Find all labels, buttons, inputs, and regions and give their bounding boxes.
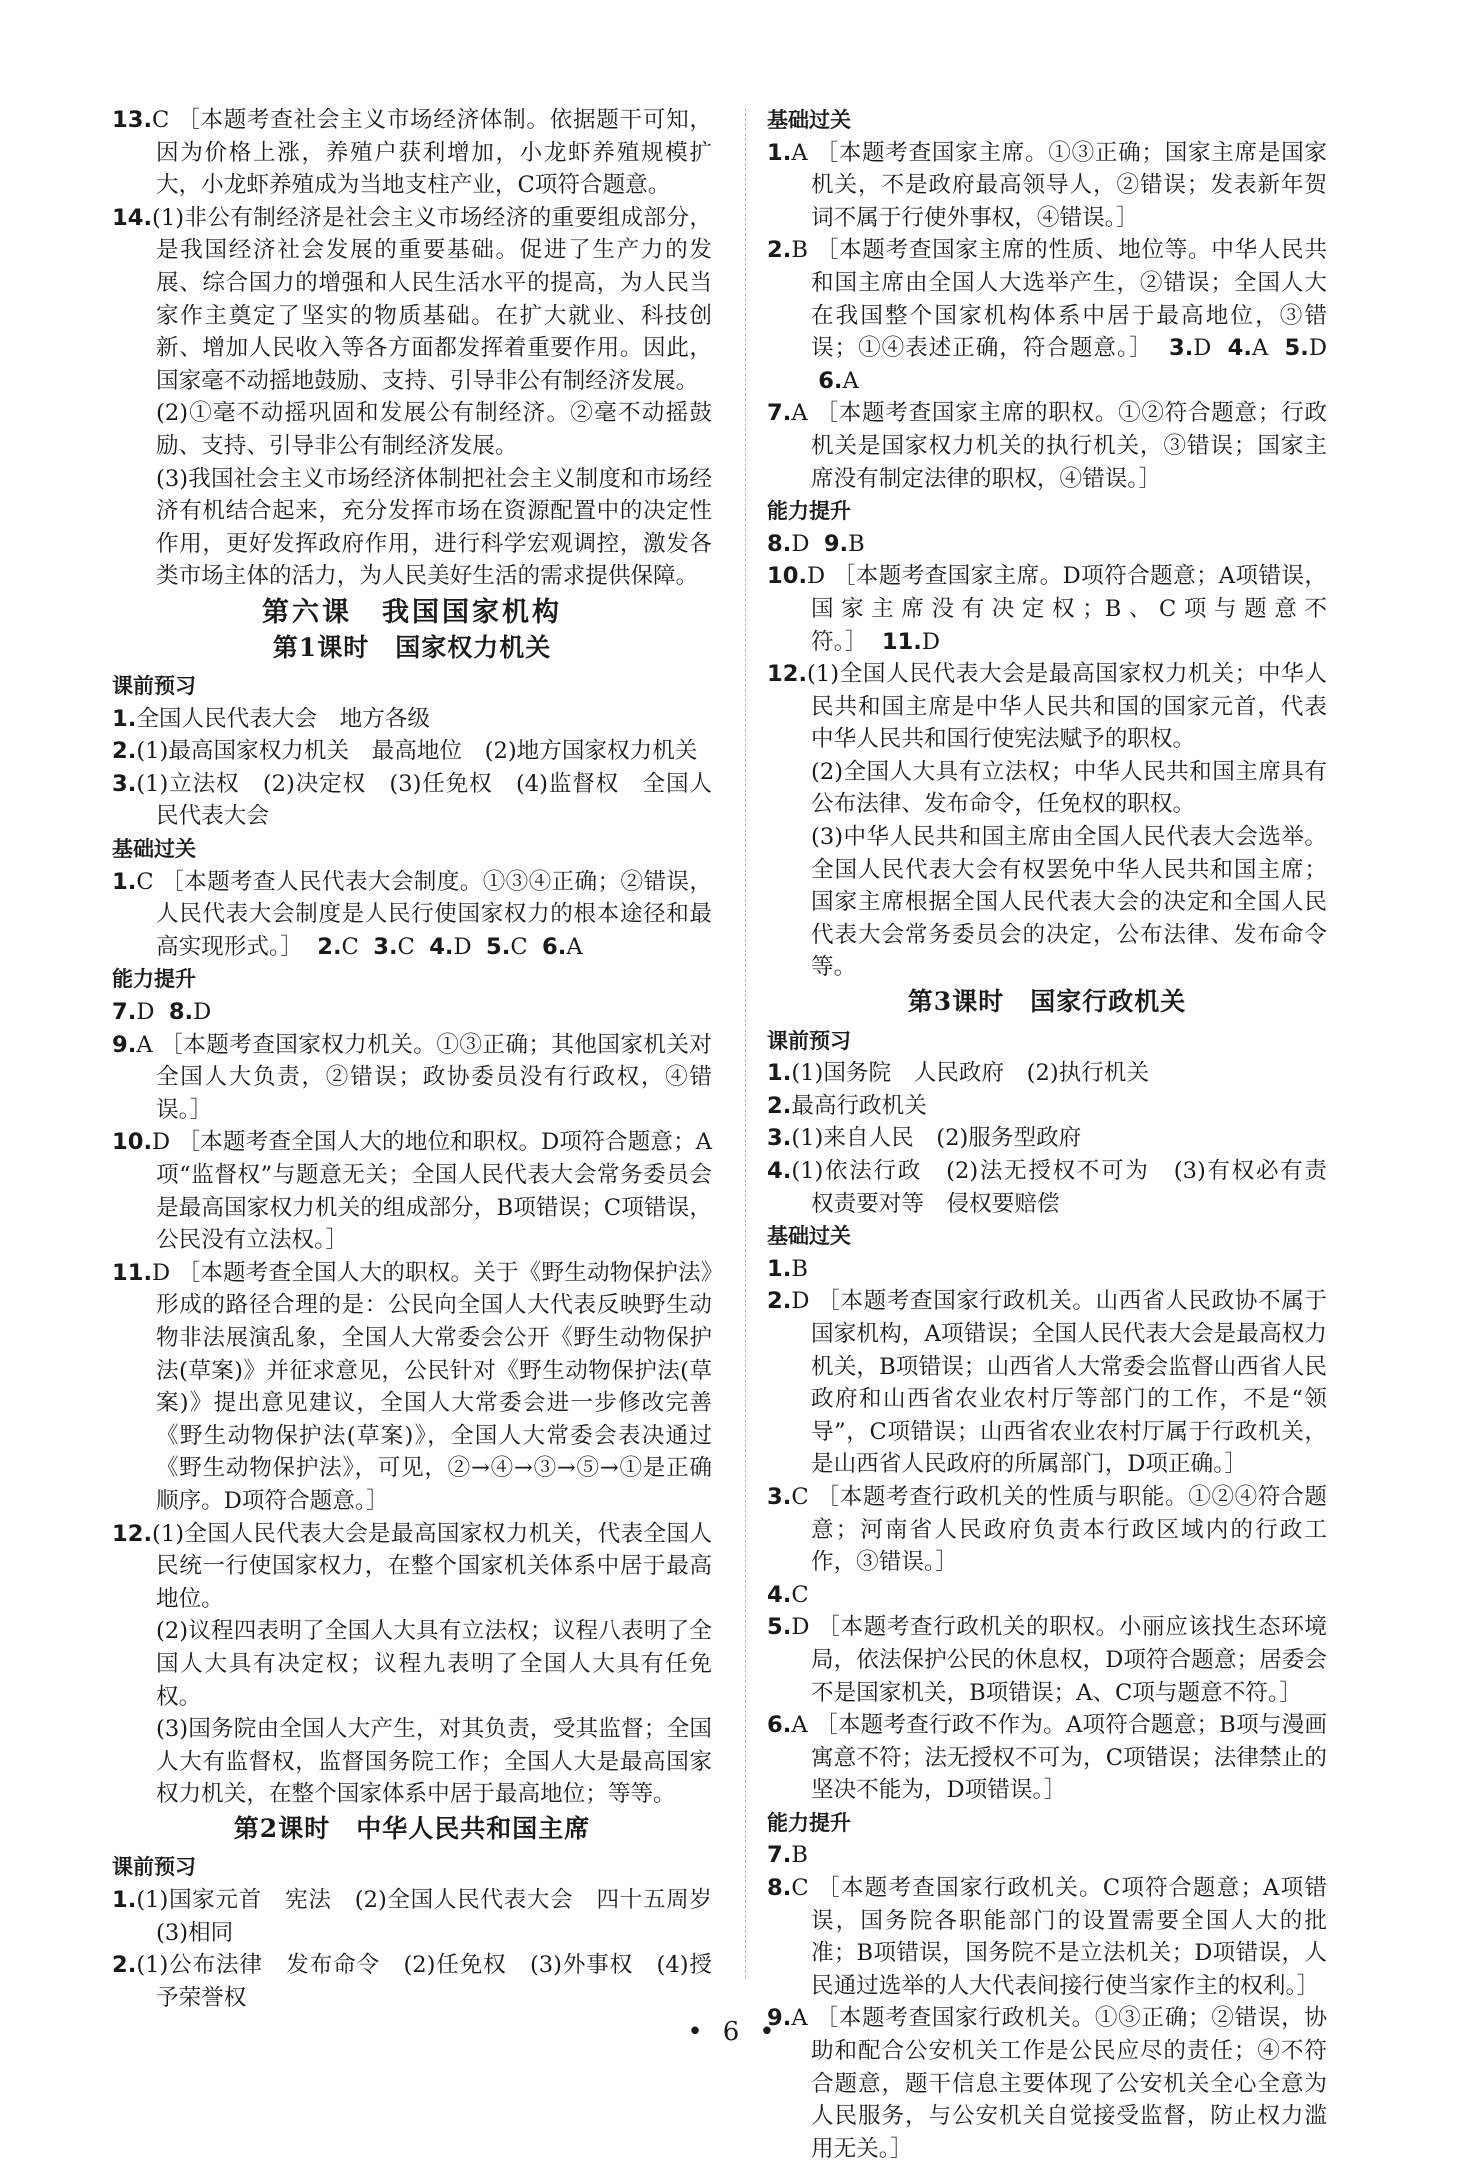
section-ability-2: 能力提升 [767,1810,851,1835]
section-ability: 能力提升 [112,967,196,992]
chapter-title: 第六课 我国国家机构 [262,596,562,628]
ability-answer-9: 9.A ［本题考查国家权力机关。①③正确；其他国家机关对全国人大负责，②错误；政协委员没有行政权，④错误。］ [112,1031,712,1123]
ability-answer-12-part2: (2)全国人大具有立法权；中华人民共和国主席具有公布法律、发布命令，任免权的职权。 [811,758,1327,818]
preview-item: 2.(1)公布法律 发布命令 (2)任免权 (3)外事权 (4)授予荣誉权 [112,1952,712,2011]
section-preview: 课前预习 [767,1028,851,1053]
section-preview: 课前预习 [112,674,196,699]
basic-answer-6: 6.A ［本题考查行政不作为。A项符合题意；B项与漫画寓意不符；法无授权不可为，C项错误；法律禁止的坚决不能为，D项错误。］ [767,1712,1327,1804]
lesson-3-title: 第3课时 国家行政机关 [907,987,1187,1017]
section-basic: 基础过关 [112,837,196,862]
ability-answer-10: 10.D ［本题考查全国人大的地位和职权。D项符合题意；A项“监督权”与题意无关；全国人民代表大会常务委员会是最高国家权力机关的组成部分，B项错误；C项错误，公民没有立法权。］ [112,1129,712,1254]
section-basic: 基础过关 [767,108,851,132]
preview-item: 1.(1)国家元首 宪法 (2)全国人民代表大会 四十五周岁 (3)相同 [112,1887,735,1946]
basic-answer-1: 1.C ［本题考查人民代表大会制度。①③④正确；②错误，人民代表大会制度是人民行使国家权力的根本途径和最高实现形式。］ 2.C 3.C 4.D 5.C 6.A [112,868,712,960]
answer-14: 14.(1)非公有制经济是社会主义市场经济的重要组成部分，是我国经济社会发展的重要基础。促进了生产力的发展、综合国力的增强和人民生活水平的提高，为人民当家作主奠定了坚实的物质基础。在扩大就业、科技创新、增加人民收入等各方面都发挥着重要作用。因此，国家毫不动摇地鼓励、支持、引导非公有制经济发展。 [112,204,712,394]
short-answers: 2.C 3.C 4.D 5.C 6.A [317,933,583,960]
basic-answer-2: 2.B ［本题考查国家主席的性质、地位等。中华人民共和国主席由全国人大选举产生，②错误；全国人大在我国整个国家机构体系中居于最高地位，③错误；①④表述正确，符合题意。］ 3.D 4.A 5.D 6.A [767,237,1327,394]
ability-answer-7: 7.B [767,1842,808,1869]
answer-14-part2: (2)①毫不动摇巩固和发展公有制经济。②毫不动摇鼓励、支持、引导非公有制经济发展。 [156,400,712,459]
section-ability: 能力提升 [767,499,851,524]
basic-answer-7: 7.A ［本题考查国家主席的职权。①②符合题意；行政机关是国家权力机关的执行机关，③错误；国家主席没有制定法律的职权，④错误。］ [767,400,1327,492]
page-dot-right: • [759,2017,775,2047]
right-column [767,104,1350,2165]
ability-answer-8: 8.C ［本题考查国家行政机关。C项符合题意；A项错误，国务院各职能部门的设置需要全国人大的批准；B项错误，国务院不是立法机关；D项错误，人民通过选举的人大代表间接行使当家作主的权利。］ [767,1875,1327,1999]
ability-answer-12-part3: (3)中华人民共和国主席由全国人民代表大会选举。全国人民代表大会有权罢免中华人民共和国主席；国家主席根据全国人民代表大会的决定和全国人民代表大会常务委员会的决定，公布法律、发布命令等。 [811,824,1327,981]
section-basic-2: 基础过关 [767,1224,851,1249]
preview-item: 2.最高行政机关 [767,1092,927,1119]
basic-answer-2: 2.D ［本题考查国家行政机关。山西省人民政协不属于国家机构，A项错误；全国人民代表大会是最高权力机关，B项错误；山西省人大常委会监督山西省人民政府和山西省农业农村厅等部门的工作，不是“领导”，C项错误；山西省农业农村厅属于行政机关，是山西省人民政府的所属部门，D项正确。］ [767,1288,1327,1478]
basic-answer-3: 3.C ［本题考查行政机关的性质与职能。①②④符合题意；河南省人民政府负责本行政区域内的行政工作，③错误。］ [767,1483,1327,1576]
preview-item: 1.(1)国务院 人民政府 (2)执行机关 [767,1060,1150,1087]
ability-answer-12-part3: (3)国务院由全国人大产生，对其负责，受其监督；全国人大有监督权，监督国务院工作；全国人大是最高国家权力机关，在整个国家体系中居于最高地位；等等。 [156,1716,712,1808]
preview-item: 1.全国人民代表大会 地方各级 [112,705,431,732]
answer-13: 13.C ［本题考查社会主义市场经济体制。依据题干可知，因为价格上涨，养殖户获利增加，小龙虾养殖规模扩大，小龙虾养殖成为当地支柱产业，C项符合题意。 [112,107,712,199]
page-number [0,2017,1462,2047]
basic-answer-4: 4.C [767,1581,809,1608]
ability-answer-12: 12.(1)全国人民代表大会是最高国家权力机关，代表全国人民统一行使国家权力，在整个国家机关体系中居于最高地位。 [112,1520,712,1612]
ability-answer-12: 12.(1)全国人民代表大会是最高国家权力机关；中华人民共和国主席是中华人民共和国的国家元首，代表中华人民共和国行使宪法赋予的职权。 [767,661,1327,753]
column-divider [745,108,746,1978]
short-answers: 3.D 4.A 5.D 6.A [818,335,1327,394]
page-number-value: 6 [722,2017,740,2047]
ability-answers-8-9: 8.D 9.B [767,530,865,557]
preview-item: 2.(1)最高国家权力机关 最高地位 (2)地方国家权力机关 [112,738,698,765]
page-dot-left: • [687,2017,703,2047]
basic-answer-1: 1.B [767,1255,808,1282]
basic-answer-5: 5.D ［本题考查行政机关的职权。小丽应该找生态环境局，依法保护公民的休息权，D项符合题意；居委会不是国家机关，B项错误；A、C项与题意不符。］ [767,1614,1327,1706]
ability-answer-9: 9.A ［本题考查国家行政机关。①③正确；②错误，协助和配合公安机关工作是公民应尽的责任；④不符合题意，题干信息主要体现了公安机关全心全意为人民服务，与公安机关自觉接受监督，防止权力滥用无关。］ [767,2005,1327,2162]
ability-answer-12-part2: (2)议程四表明了全国人大具有立法权；议程八表明了全国人大具有决定权；议程九表明了全国人大具有任免权。 [156,1618,712,1710]
lesson-1-title: 第1课时 国家权力机关 [272,632,552,662]
preview-item: 4.(1)依法行政 (2)法无授权不可为 (3)有权必有责 权责要对等 侵权要赔偿 [767,1158,1350,1217]
ability-answer-11: 11.D ［本题考查全国人大的职权。关于《野生动物保护法》形成的路径合理的是：公民向全国人大代表反映野生动物非法展演乱象，全国人大常委会公开《野生动物保护法(草案)》并征求意见，公民针对《野生动物保护法(草案)》提出意见建议，全国人大常委会进一步修改完善《野生动物保护法(草案)》，全国人大常委会表决通过《野生动物保护法》，可见，②→④→③→⑤→①是正确顺序。D项符合题意。］ [112,1259,712,1514]
answer-14-part3: (3)我国社会主义市场经济体制把社会主义制度和市场经济有机结合起来，充分发挥市场在资源配置中的决定性作用，更好发挥政府作用，进行科学宏观调控，激发各类市场主体的活力，为人民美好生活的需求提供保障。 [156,465,712,590]
left-column [112,104,735,2014]
section-preview-2: 课前预习 [112,1855,196,1880]
basic-answer-1: 1.A ［本题考查国家主席。①③正确；国家主席是国家机关，不是政府最高领导人，②错误；发表新年贺词不属于行使外事权，④错误。］ [767,139,1327,231]
ability-answer-10: 10.D ［本题考查国家主席。D项符合题意；A项错误，国家主席没有决定权；B、C项与题意不符。］ 11.D [767,563,1327,655]
lesson-2-title: 第2课时 中华人民共和国主席 [233,1813,591,1843]
ability-answers-7-8: 7.D 8.D [112,999,212,1026]
preview-item: 3.(1)立法权 (2)决定权 (3)任免权 (4)监督权 全国人民代表大会 [112,770,712,830]
preview-item: 3.(1)来自人民 (2)服务型政府 [767,1125,1082,1152]
